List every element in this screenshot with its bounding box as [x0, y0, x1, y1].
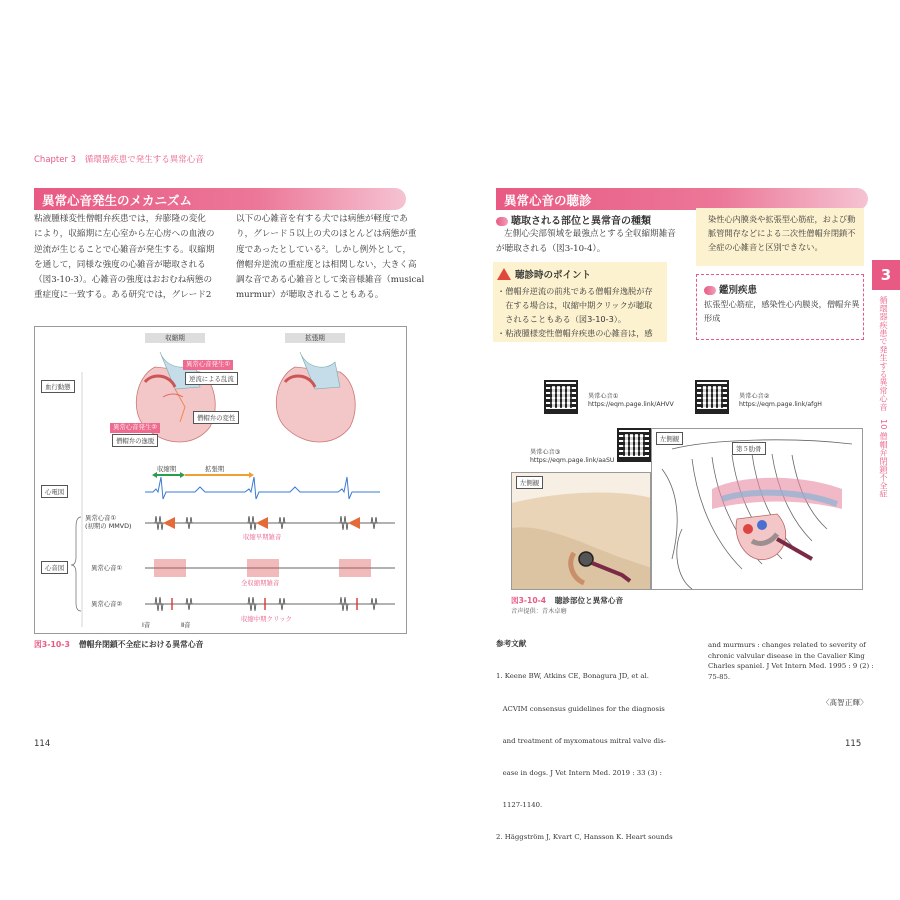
reference-line: ACVIM consensus guidelines for the diagnosis: [496, 704, 665, 713]
qr1-info: [588, 393, 674, 410]
side-tab-text: 循環器疾患で発生する異常心音 10 僧帽弁閉鎖不全症: [879, 296, 889, 498]
figure-number-2: 図3-10-4: [511, 596, 547, 605]
diastole-header: 拡張期: [305, 334, 325, 342]
reference-line: 2. Häggström J, Kvart C, Hansson K. Heart sounds: [496, 832, 673, 841]
abnormal-sound-1-tag: 異常心音発生①: [183, 360, 233, 370]
reference-line: 1127-1140.: [496, 800, 543, 809]
point-title: 聴診時のポイント: [515, 270, 592, 281]
rib-label: 第５肋骨: [732, 442, 766, 455]
row1-label: [85, 514, 132, 531]
section-title-mechanism: 異常心音発生のメカニズム: [34, 188, 406, 210]
text-line: （図3-10-3）。心雑音の強度はおおむね病態の: [34, 275, 213, 286]
hemodynamics-label: 血行動態: [41, 380, 75, 393]
ecg-trace: [145, 477, 380, 499]
reference-line: Charles spaniel. J Vet Intern Med. 1995 : 9 (2) :: [708, 662, 874, 671]
dog-chest-photo: [512, 473, 651, 590]
row1-subtitle: (初期の MMVD): [85, 522, 132, 531]
sites-body: [496, 227, 696, 258]
left-body-col2: [236, 212, 426, 304]
figure-credit: 音声提供：青木卓磨: [511, 608, 567, 615]
differential-bullet-icon: [704, 286, 716, 295]
s2-label: Ⅱ音: [181, 621, 191, 629]
auscultation-photo: [511, 472, 651, 590]
text-line: 形成: [704, 313, 721, 324]
figure-number: 図3-10-3: [34, 640, 70, 649]
qr-code-3[interactable]: [617, 428, 651, 462]
qr1-url: https://eqm.page.link/AHVV: [588, 401, 674, 409]
figure-3-10-3: [34, 326, 407, 634]
qr3-title: 異常心音③: [530, 449, 561, 456]
differential-title: 鑑別疾患: [719, 285, 758, 296]
qr3-info: [530, 449, 614, 466]
row2-caption: 全収縮期雑音: [241, 579, 280, 587]
page-number-right: 115: [845, 739, 862, 749]
figure-caption-3-10-4: [511, 595, 623, 606]
pcg-label: 心音図: [41, 561, 68, 574]
systole-header: 収縮期: [165, 334, 185, 342]
figure-caption-text-2: 聴診部位と異常心音: [554, 596, 624, 605]
section-title-auscultation: 異常心音の聴診: [496, 188, 868, 210]
ecg-diastole-label: 拡張期: [205, 465, 225, 473]
row2-label: 異常心音①: [91, 564, 123, 572]
reference-line: and murmurs : changes related to severity of: [708, 641, 866, 649]
text-line: 重症度に一致する。ある研究では，グレード2: [34, 290, 212, 301]
photo-right-label: 左側観: [656, 432, 683, 445]
chapter-header: [34, 153, 204, 165]
text-line: ・僧帽弁逆流の前兆である僧帽弁逸脱が存: [497, 286, 653, 296]
ecg-systole-label: 収縮期: [157, 465, 177, 473]
reference-line: 1. Keene BW, Atkins CE, Bonagura JD, et al.: [496, 672, 649, 681]
text-line: 左側心尖部領域を最強点とする全収縮期雑音: [504, 229, 676, 239]
differential-lines: [704, 297, 860, 325]
text-line: 逆流が生じることで心雑音が発生する。収縮期: [34, 244, 215, 255]
qr3-url: https://eqm.page.link/aaSU: [530, 457, 615, 465]
text-line: 脈管開存などによる二次性僧帽弁閉鎖不: [708, 228, 856, 239]
references-col2: [708, 640, 874, 683]
photo-left-label: 左側観: [516, 476, 543, 489]
row3-caption: 収縮中期クリック: [241, 615, 292, 623]
figure-caption-text: 僧帽弁閉鎖不全症における異常心音: [78, 640, 204, 649]
row3-label: 異常心音②: [91, 600, 123, 608]
turbulence-label: 逆流による乱流: [185, 372, 238, 385]
text-line: り，グレード５以上の犬のほとんどは病態が重: [236, 229, 417, 240]
qr1-title: 異常心音①: [588, 393, 619, 400]
chapter-label: Chapter 3: [34, 155, 77, 165]
row1-title: 異常心音①: [85, 514, 117, 522]
text-line: murmur）が聴取されることもある。: [236, 290, 384, 301]
text-line: 粘液腫様変性僧帽弁疾患では，弁膨隆の変化: [34, 214, 206, 224]
reference-line: and treatment of myxomatous mitral valve dis-: [496, 736, 666, 745]
references-col1: [496, 650, 673, 853]
qr2-url: https://eqm.page.link/afgH: [739, 401, 822, 409]
text-line: 調な音である心雑音として楽音様雑音（musical: [236, 275, 425, 286]
figure-caption-3-10-3: [34, 639, 203, 650]
thorax-illustration: [651, 428, 863, 590]
sub-heading-sites: [496, 212, 651, 227]
chapter-title: 循環器疾患で発生する異常心音: [84, 155, 204, 165]
heading-bullet-icon: [496, 217, 508, 226]
abnormal-sound-2-tag: 異常心音発生②: [110, 423, 160, 433]
valve-prolapse-label: 僧帽弁の逸脱: [112, 434, 158, 447]
text-line: 全症の心雑音と区別できない。: [708, 242, 823, 253]
heart-diastole-illustration: [276, 352, 355, 442]
text-line: を通して，同様な強度の心雑音が聴取される: [34, 259, 206, 270]
text-line: 在する場合は，収縮中期クリックが聴取: [497, 300, 653, 311]
text-line: ・粘液腫様変性僧帽弁疾患の心雑音は，感: [497, 328, 653, 339]
reference-line: 75-85.: [708, 673, 731, 682]
qr2-title: 異常心音②: [739, 393, 770, 400]
left-body-col1: [34, 212, 224, 304]
reference-line: ease in dogs. J Vet Intern Med. 2019 : 33 (3) :: [496, 768, 662, 777]
sub-heading-text: 聴取される部位と異常音の種類: [511, 216, 651, 227]
differential-title-row: [704, 282, 757, 296]
qr-code-1[interactable]: [544, 380, 578, 414]
text-line: が聴取される（図3-10-4）。: [496, 244, 606, 255]
text-line: されることもある（図3-10-3）。: [497, 314, 627, 325]
point-title-row: [497, 267, 591, 281]
text-line: 染性心内膜炎や拡張型心筋症，および動: [708, 214, 856, 224]
qr-code-2[interactable]: [695, 380, 729, 414]
qr2-info: [739, 393, 822, 410]
side-tab-number: 3: [872, 260, 900, 290]
valve-change-label: 僧帽弁の変性: [193, 411, 239, 424]
s1-label: Ⅰ音: [142, 621, 151, 629]
point-lines: [497, 284, 653, 340]
page-number-left: 114: [34, 739, 51, 749]
author-credit: 〈髙智正輝〉: [822, 698, 868, 707]
continuation-lines: [708, 212, 855, 254]
text-line: 度であったとしている²。しかし例外として，: [236, 244, 412, 255]
references-title: 参考文献: [496, 639, 527, 648]
reference-line: chronic valvular disease in the Cavalier King: [708, 651, 865, 660]
text-line: 以下の心雑音を有する犬では病態が軽度であ: [236, 214, 408, 224]
ecg-label: 心電図: [41, 485, 68, 498]
warning-icon: [497, 268, 511, 280]
text-line: により，収縮期に左心室から左心房への血液の: [34, 229, 215, 240]
text-line: 拡張型心筋症，感染性心内膜炎，僧帽弁異: [704, 299, 860, 309]
row1-caption: 収縮早期雑音: [243, 533, 282, 541]
text-line: 僧帽弁逆流の重症度とは相関しない，大きく高: [236, 259, 417, 270]
